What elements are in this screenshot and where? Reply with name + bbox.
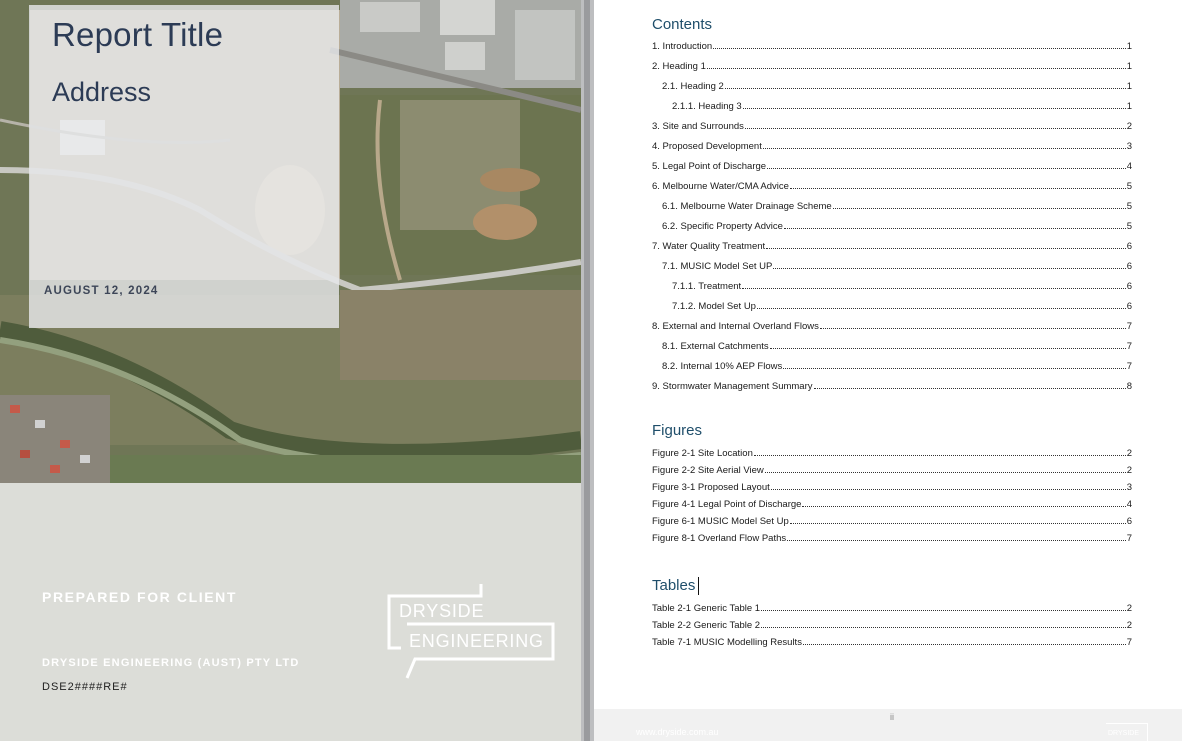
report-date: AUGUST 12, 2024 [44,285,159,297]
report-address: Address [52,77,152,107]
toc-entry-label: 8. External and Internal Overland Flows [652,321,819,332]
toc-leader [713,48,1125,49]
logo-text-engineering: ENGINEERING [409,631,544,651]
toc-leader [761,627,1126,628]
toc-leader [783,368,1125,369]
toc-leader [784,228,1126,229]
toc-entry[interactable] [652,38,1132,52]
prepared-for-label: PREPARED FOR CLIENT [42,589,238,605]
toc-leader [790,188,1126,189]
toc-entry-page: 1 [1126,101,1132,112]
toc-leader [767,168,1126,169]
company-name: DRYSIDE ENGINEERING (AUST) PTY LTD [42,657,300,669]
toc-entry[interactable] [652,378,1132,392]
text-cursor [698,577,699,595]
toc-leader [765,472,1126,473]
toc-entry-page: 3 [1126,141,1132,152]
toc-entry[interactable] [652,58,1132,72]
toc-entry-label: 7.1.2. Model Set Up [672,301,756,312]
toc-entry-label: 6.2. Specific Property Advice [662,221,783,232]
toc-leader [743,108,1126,109]
figure-entry-page: 2 [1126,448,1132,459]
table-entry-page: 2 [1126,603,1132,614]
toc-entry-page: 7 [1126,341,1132,352]
toc-leader [771,489,1126,490]
toc-entry[interactable] [652,178,1132,192]
table-entry-page: 2 [1126,620,1132,631]
document-number: DSE2####RE# [42,681,128,693]
toc-leader [745,128,1126,129]
toc-entry-label: 8.1. External Catchments [662,341,769,352]
table-entry[interactable] [652,600,1132,614]
figure-entry-page: 6 [1126,516,1132,527]
toc-leader [754,455,1126,456]
toc-entry-label: 2.1.1. Heading 3 [672,101,742,112]
toc-entry[interactable] [652,118,1132,132]
toc-entry-page: 1 [1126,41,1132,52]
table-entry[interactable] [652,634,1132,648]
toc-entry[interactable] [672,98,1132,112]
figure-entry-label: Figure 3-1 Proposed Layout [652,482,770,493]
toc-leader [802,506,1125,507]
toc-entry-page: 7 [1126,321,1132,332]
toc-entry-label: 7.1. MUSIC Model Set UP [662,261,773,272]
figure-entry[interactable] [652,513,1132,527]
contents-page[interactable] [594,0,1182,741]
figure-entry[interactable] [652,496,1132,510]
figure-entry-page: 2 [1126,465,1132,476]
toc-entry-label: 4. Proposed Development [652,141,762,152]
footer-logo-text: DRYSIDE [1108,730,1139,737]
toc-entry[interactable] [672,298,1132,312]
figure-entry-label: Figure 8-1 Overland Flow Paths [652,533,787,544]
title-overlay-box [29,5,339,328]
logo-text-dryside: DRYSIDE [399,601,485,621]
toc-leader [757,308,1126,309]
toc-entry-page: 8 [1126,381,1132,392]
toc-entry-label: 2. Heading 1 [652,61,706,72]
figure-entry[interactable] [652,462,1132,476]
toc-entry-page: 7 [1126,361,1132,372]
table-entry-page: 7 [1126,637,1132,648]
toc-entry-label: 3. Site and Surrounds [652,121,744,132]
figure-entry-page: 7 [1126,533,1132,544]
figure-entry-page: 3 [1126,482,1132,493]
toc-entry[interactable] [662,358,1132,372]
toc-leader [803,644,1126,645]
toc-entry-label: 1. Introduction [652,41,713,52]
toc-entry[interactable] [652,158,1132,172]
toc-leader [761,610,1126,611]
table-entry-label: Table 2-2 Generic Table 2 [652,620,761,631]
toc-leader [787,540,1126,541]
page-footer [594,709,1182,741]
figure-entry-label: Figure 4-1 Legal Point of Discharge [652,499,802,510]
figure-entry-label: Figure 6-1 MUSIC Model Set Up [652,516,789,527]
toc-entry-label: 5. Legal Point of Discharge [652,161,767,172]
toc-entry-page: 6 [1126,281,1132,292]
toc-entry-page: 1 [1126,81,1132,92]
toc-entry[interactable] [652,238,1132,252]
toc-entry-page: 6 [1126,301,1132,312]
toc-leader [773,268,1125,269]
toc-leader [742,288,1126,289]
toc-leader [833,208,1126,209]
toc-entry[interactable] [662,218,1132,232]
tables-heading: Tables [652,577,696,594]
toc-leader [820,328,1126,329]
table-entry[interactable] [652,617,1132,631]
figure-entry-page: 4 [1126,499,1132,510]
toc-leader [763,148,1126,149]
toc-entry[interactable] [662,198,1132,212]
toc-entry-page: 6 [1126,241,1132,252]
footer-url: www.dryside.com.au [636,727,719,737]
figure-entry-label: Figure 2-1 Site Location [652,448,753,459]
toc-entry-page: 4 [1126,161,1132,172]
toc-entry-page: 5 [1126,201,1132,212]
toc-entry[interactable] [662,78,1132,92]
toc-leader [814,388,1126,389]
toc-entry-label: 6. Melbourne Water/CMA Advice [652,181,789,192]
report-title: Report Title [52,16,224,53]
toc-entry[interactable] [652,138,1132,152]
toc-entry-label: 8.2. Internal 10% AEP Flows [662,361,783,372]
toc-entry[interactable] [652,318,1132,332]
page-divider-shadow [584,0,590,741]
toc-leader [725,88,1126,89]
toc-entry-label: 7. Water Quality Treatment [652,241,766,252]
page-divider [581,0,594,741]
figure-entry[interactable] [652,445,1132,459]
footer-page-number: ii [890,712,894,722]
toc-entry-label: 7.1.1. Treatment [672,281,742,292]
toc-leader [790,523,1126,524]
figure-entry[interactable] [652,479,1132,493]
figures-heading: Figures [652,422,703,439]
toc-entry-page: 1 [1126,61,1132,72]
toc-entry-page: 5 [1126,181,1132,192]
toc-entry-label: 9. Stormwater Management Summary [652,381,813,392]
toc-leader [770,348,1126,349]
toc-entry-page: 5 [1126,221,1132,232]
table-entry-label: Table 2-1 Generic Table 1 [652,603,761,614]
toc-entry-label: 6.1. Melbourne Water Drainage Scheme [662,201,832,212]
contents-heading: Contents [652,16,713,33]
toc-entry[interactable] [672,278,1132,292]
cover-page [0,0,581,741]
toc-leader [707,68,1126,69]
toc-entry[interactable] [662,338,1132,352]
toc-entry-page: 2 [1126,121,1132,132]
figure-entry-label: Figure 2-2 Site Aerial View [652,465,764,476]
toc-entry[interactable] [662,258,1132,272]
toc-leader [766,248,1126,249]
table-entry-label: Table 7-1 MUSIC Modelling Results [652,637,802,648]
toc-entry-label: 2.1. Heading 2 [662,81,724,92]
toc-entry-page: 6 [1126,261,1132,272]
figure-entry[interactable] [652,530,1132,544]
